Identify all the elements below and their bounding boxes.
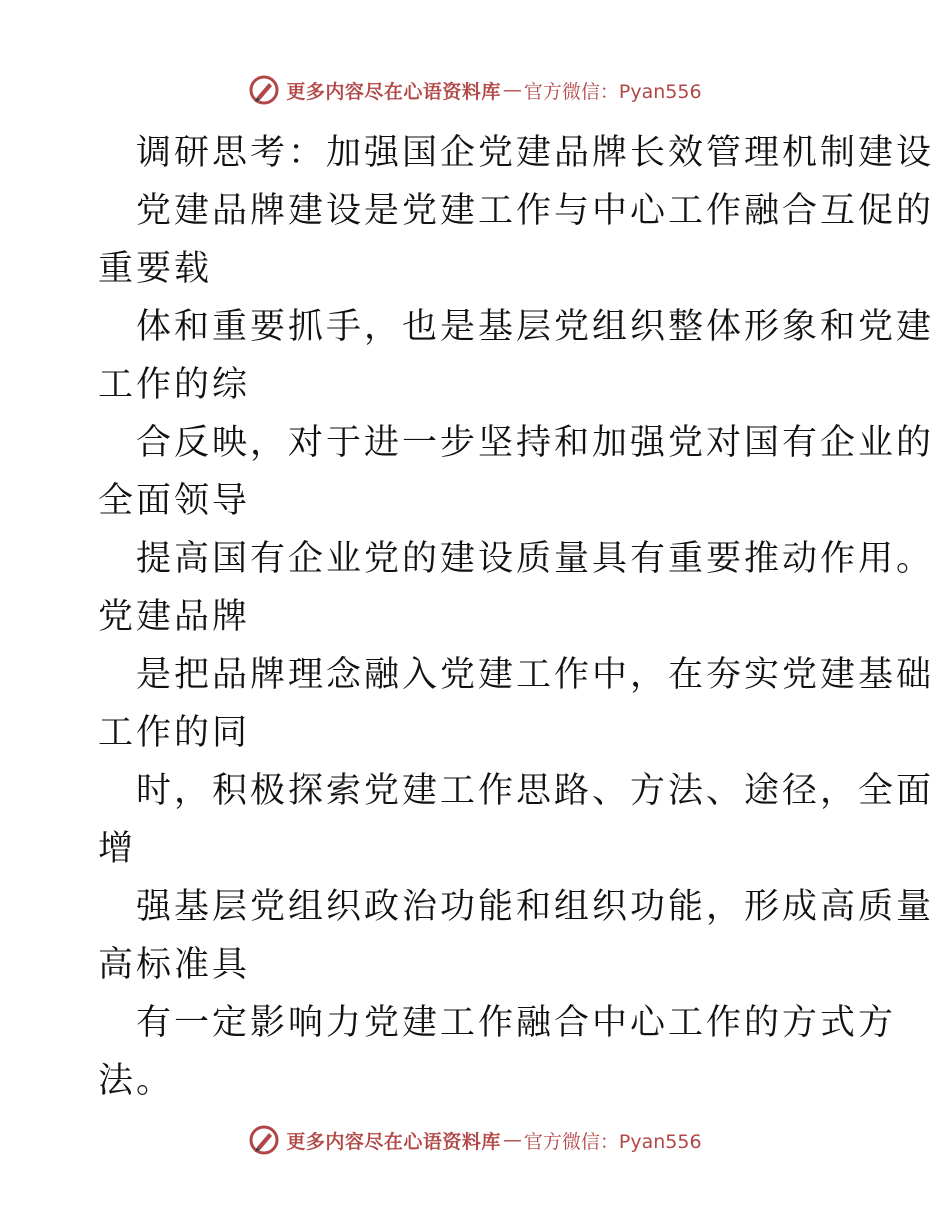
text-line: 合反映，对于进一步坚持和加强党对国有企业的 — [136, 423, 935, 463]
text-line: 高标准具 — [98, 945, 251, 985]
text-line: 全面领导 — [98, 481, 251, 521]
pen-logo-icon — [248, 1124, 280, 1156]
header-banner — [0, 70, 950, 110]
text-line: 工作的同 — [98, 713, 251, 753]
text-line: 时，积极探索党建工作思路、方法、途径，全面 — [136, 771, 935, 811]
footer-banner — [0, 1120, 950, 1160]
banner-main-text: 更多内容尽在心语资料库 — [286, 1130, 501, 1153]
banner-wechat-text: 官方微信：Pyan556 — [523, 80, 702, 103]
document-title: 调研思考：加强国企党建品牌长效管理机制建设 — [136, 133, 935, 173]
text-line: 提高国有企业党的建设质量具有重要推动作用。 — [136, 539, 935, 579]
text-line: 重要载 — [98, 249, 213, 289]
text-line: 工作的综 — [98, 365, 251, 405]
document-body — [98, 124, 935, 1110]
banner-dash: — — [502, 1129, 522, 1151]
text-line: 是把品牌理念融入党建工作中，在夯实党建基础 — [136, 655, 935, 695]
banner-dash: — — [502, 79, 522, 101]
banner-main-text: 更多内容尽在心语资料库 — [286, 80, 501, 103]
banner-wechat-text: 官方微信：Pyan556 — [523, 1130, 702, 1153]
text-line: 体和重要抓手，也是基层党组织整体形象和党建 — [136, 307, 935, 347]
text-line: 法。 — [98, 1061, 175, 1101]
text-line: 增 — [98, 829, 137, 869]
text-line: 有一定影响力党建工作融合中心工作的方式方 — [136, 1003, 897, 1043]
pen-logo-icon — [248, 74, 280, 106]
text-line: 党建品牌建设是党建工作与中心工作融合互促的 — [136, 191, 935, 231]
text-line: 党建品牌 — [98, 597, 251, 637]
text-line: 强基层党组织政治功能和组织功能，形成高质量 — [136, 887, 935, 927]
